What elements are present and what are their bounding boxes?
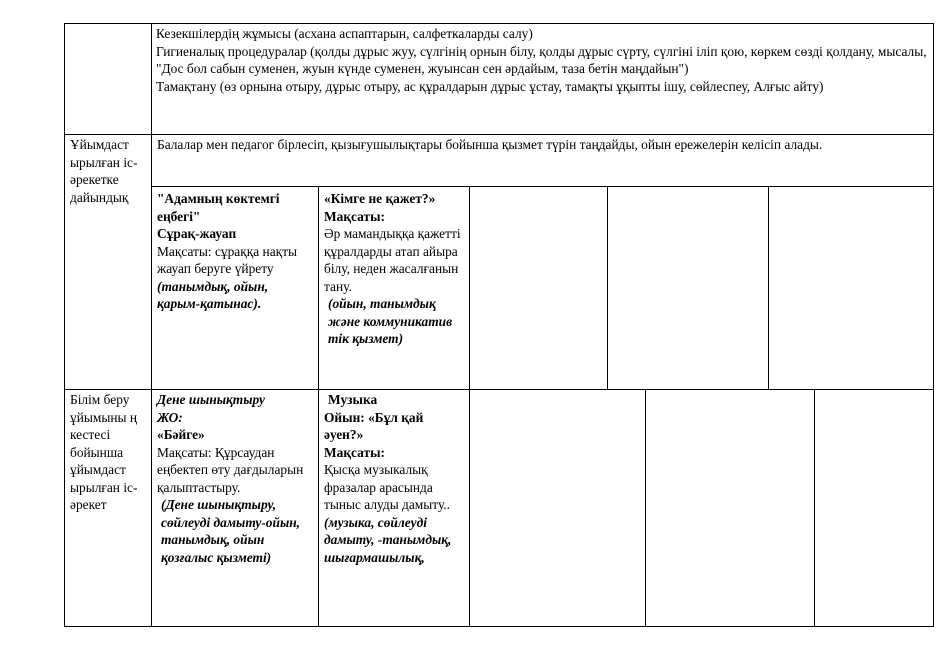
row3-activity-2-subject: Музыка [328, 392, 378, 407]
row2-activity-2-goal: Әр мамандыққа қажетті құралдарды атап айыра білу, неден жасалғанын тану. [324, 226, 461, 294]
row3-label: Білім беру ұйымыны ң кестесі бойынша ұйымдаст ырылған іс-әрекет [70, 392, 138, 512]
row2-activity-1-tags: (танымдық, ойын, қарым-қатынас). [157, 278, 269, 311]
row3-col-divider-3 [645, 389, 646, 626]
row3-activity-1-subject: Дене шынықтыру [157, 392, 265, 407]
row3-col-divider-2 [469, 389, 470, 626]
row3-label-cell [65, 390, 151, 626]
row3-activity-1-game: «Бәйге» [157, 427, 205, 442]
row3-activity-1-goal: Мақсаты: Құрсаудан еңбектеп өту дағдыларын қалыптастыру. [157, 444, 304, 495]
row2-activity-1 [152, 187, 318, 389]
row3-activity-2-goal-label: Мақсаты: [324, 444, 385, 460]
row2-activity-1-subtitle: Сұрақ-жауап [157, 226, 237, 241]
row1-meal-line: Тамақтану (өз орнына отыру, дұрыс отыру, ас құралдарын дұрыс ұстау, тамақты ұқыпты ішу, сөйлеспеу, Алғыс айту) [156, 78, 824, 94]
row2-description: Балалар мен педагог бірлесіп, қызығушылықтары бойынша қызмет түрін таңдайды, ойын ережелерін келісіп алады. [157, 137, 823, 152]
row2-activity-1-goal: Мақсаты: сұраққа нақты жауап беруге үйрету [157, 243, 298, 276]
row2-col-divider-3 [607, 186, 608, 389]
table-border-bottom [64, 626, 934, 627]
row3-activity-2 [319, 390, 469, 626]
row3-activity-2-goal: Қысқа музыкалық фразалар арасында тыныс алуды дамыту.. [324, 462, 451, 512]
row2-label-cell [65, 135, 151, 389]
row3-activity-1-tags: (Дене шынықтыру, сөйлеуді дамыту-ойын, танымдық, ойын қозғалыс қызметі) [161, 497, 301, 565]
row2-activity-1-title: "Адамның көктемгі еңбегі" [157, 191, 280, 224]
row1-duty-line: Кезекшілердің жұмысы (асхана аспаптарын, салфеткаларды салу) [156, 26, 533, 41]
row3-activity-2-tags: (музыка, сөйлеуді дамыту, -танымдық, шығармашылық, [324, 514, 452, 565]
row2-col-divider-2 [469, 186, 470, 389]
row2-activity-2-tags: (ойын, танымдық және коммуникатив тік қызмет) [328, 296, 453, 346]
row2-activity-2-title: «Кімге не қажет?» [324, 191, 436, 206]
row3-activity-1-code: ЖО: [157, 409, 183, 425]
row2-description-cell [152, 135, 933, 186]
row3-col-divider-4 [814, 389, 815, 626]
row2-label: Ұйымдаст ырылған іс-әрекетке дайындық [70, 137, 138, 205]
row1-hygiene-line: Гигиеналық процедуралар (қолды дұрыс жуу, сүлгінің орнын білу, қолды дұрыс сүрту, сүлгіні іліп қою, көркем сөзді қолдану, мысалы, "Дос бол сабын суменен, жуын күнде суменен, жуынсан сен әрдайым, таза бетін маңдайын") [156, 43, 927, 76]
row2-activity-2-goal-label: Мақсаты: [324, 208, 385, 224]
row1-content-cell [151, 24, 933, 134]
table-border-right [933, 23, 934, 627]
row3-activity-1 [152, 390, 318, 626]
row2-activity-2 [319, 187, 469, 389]
row3-activity-2-game: Ойын: «Бұл қай әуен?» [324, 409, 424, 442]
row2-col-divider-4 [768, 186, 769, 389]
